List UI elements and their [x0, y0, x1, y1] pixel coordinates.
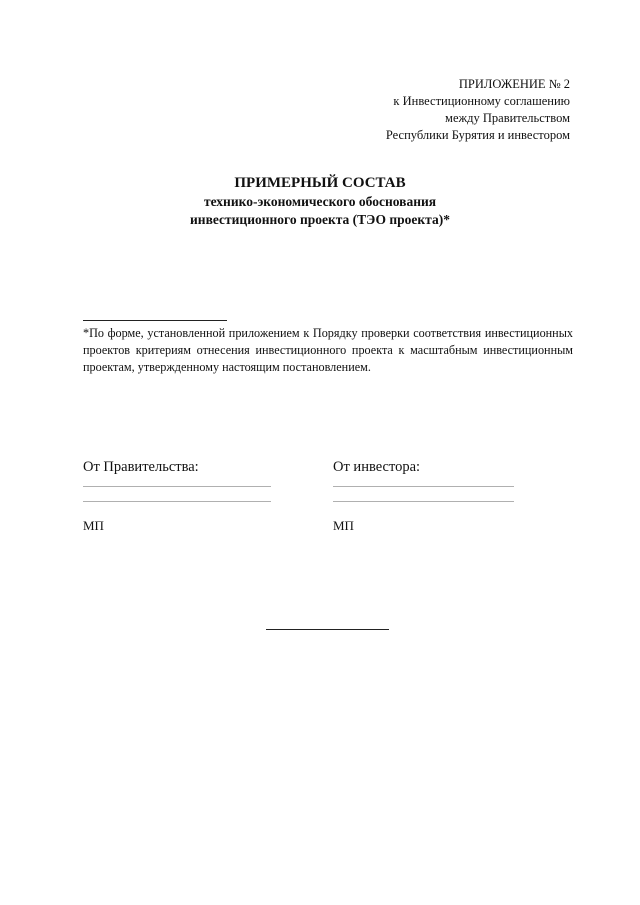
- title-line-2: технико-экономического обоснования: [203, 194, 437, 209]
- appendix-number: ПРИЛОЖЕНИЕ № 2: [458, 77, 570, 91]
- appendix-line-agreement: к Инвестиционному соглашению: [393, 94, 570, 108]
- investor-signature-line-1: [333, 486, 514, 487]
- appendix-header: [250, 76, 570, 144]
- footnote-text: *По форме, установленной приложением к Порядку проверки соответствия инвестиционных проектов критериям отнесения инвестиционного проекта к масштабным инвестиционным проектам, утвержденному настоящим постановлением.: [83, 326, 573, 374]
- government-signature-line-1: [83, 486, 271, 487]
- investor-signature-line-2: [333, 501, 514, 502]
- appendix-line-between: между Правительством: [445, 111, 570, 125]
- government-signature-label: От Правительства:: [83, 459, 199, 475]
- appendix-line-parties: Республики Бурятия и инвестором: [385, 128, 570, 142]
- title-line-3: инвестиционного проекта (ТЭО проекта)*: [190, 212, 450, 227]
- title-line-1: ПРИМЕРНЫЙ СОСТАВ: [234, 175, 406, 191]
- footnote-separator: [83, 320, 227, 321]
- investor-signature-label: От инвестора:: [333, 459, 421, 475]
- document-title: [0, 174, 640, 229]
- end-of-document-rule: [266, 629, 389, 630]
- investor-stamp-place: МП: [333, 518, 354, 533]
- government-signature-line-2: [83, 501, 271, 502]
- government-stamp-place: МП: [83, 518, 104, 533]
